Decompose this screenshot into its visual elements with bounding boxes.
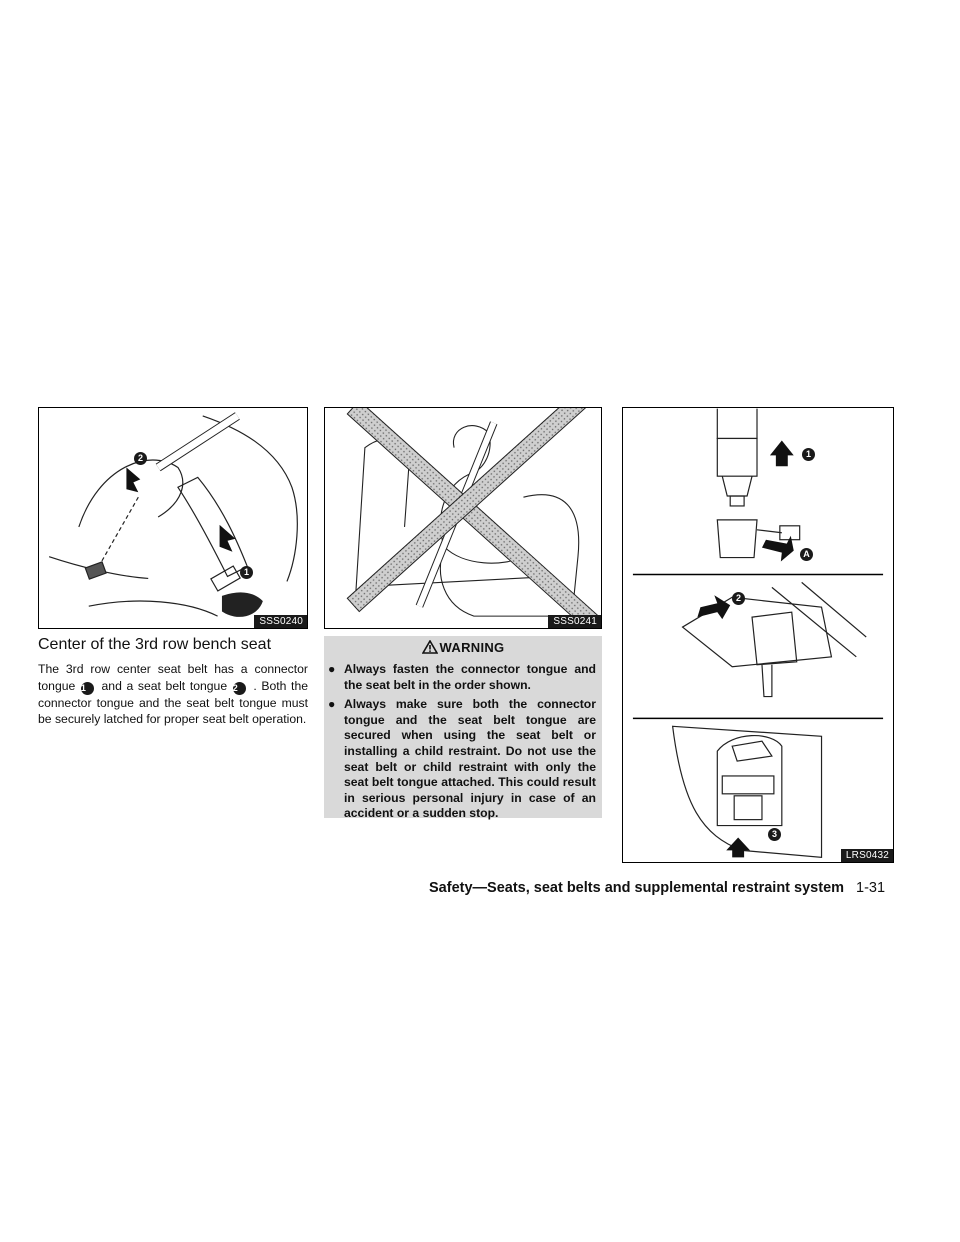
callout-3: 3	[768, 828, 781, 841]
section-heading: Center of the 3rd row bench seat	[38, 636, 272, 653]
seat-belt-illustration	[39, 408, 307, 628]
warning-title-text: WARNING	[439, 640, 505, 655]
warning-title	[324, 640, 602, 655]
bullet: ●	[328, 662, 336, 676]
figure-caption: LRS0432	[841, 849, 893, 862]
warning-box	[324, 636, 602, 821]
footer-section-title: Safety—Seats, seat belts and supplemental restraint system	[429, 880, 845, 896]
warning-item	[324, 662, 602, 693]
warning-list	[324, 658, 602, 822]
body-text-part2: and a seat belt tongue	[101, 678, 228, 693]
page-number: 1-31	[856, 880, 886, 896]
marker-1: 1	[81, 682, 94, 695]
marker-2: 2	[233, 682, 246, 695]
buckle-steps-illustration	[623, 408, 893, 862]
callout-2: 2	[732, 592, 745, 605]
warning-item-text: Always make sure both the connector tongue and the seat belt tongue are secured when using the seat belt or installing a child restraint. Do not use the seat belt or child restraint with only the seat belt tongue attached. This could result in serious personal injury in case of an accident or a sudden stop.	[344, 697, 596, 821]
figure-incorrect-use	[324, 407, 602, 629]
bullet: ●	[328, 697, 336, 712]
figure-caption: SSS0241	[548, 615, 601, 628]
callout-A: A	[800, 548, 813, 561]
warning-triangle-icon	[422, 640, 438, 654]
callout-2: 2	[134, 452, 147, 465]
body-text-part3: . Both the connector tongue and the seat belt tongue must be securely latched for proper seat belt operation.	[38, 678, 309, 726]
warning-item-text: Always fasten the connector tongue and the seat belt in the order shown.	[344, 662, 596, 692]
incorrect-belt-illustration	[325, 408, 601, 628]
section-body	[38, 661, 308, 728]
body-text-part1: The 3rd row center seat belt has a connector tongue	[38, 662, 308, 693]
callout-1: 1	[240, 566, 253, 579]
warning-item	[324, 697, 602, 822]
figure-caption: SSS0240	[254, 615, 307, 628]
figure-connector-tongue	[38, 407, 308, 629]
figure-buckle-steps	[622, 407, 894, 863]
callout-1: 1	[802, 448, 815, 461]
